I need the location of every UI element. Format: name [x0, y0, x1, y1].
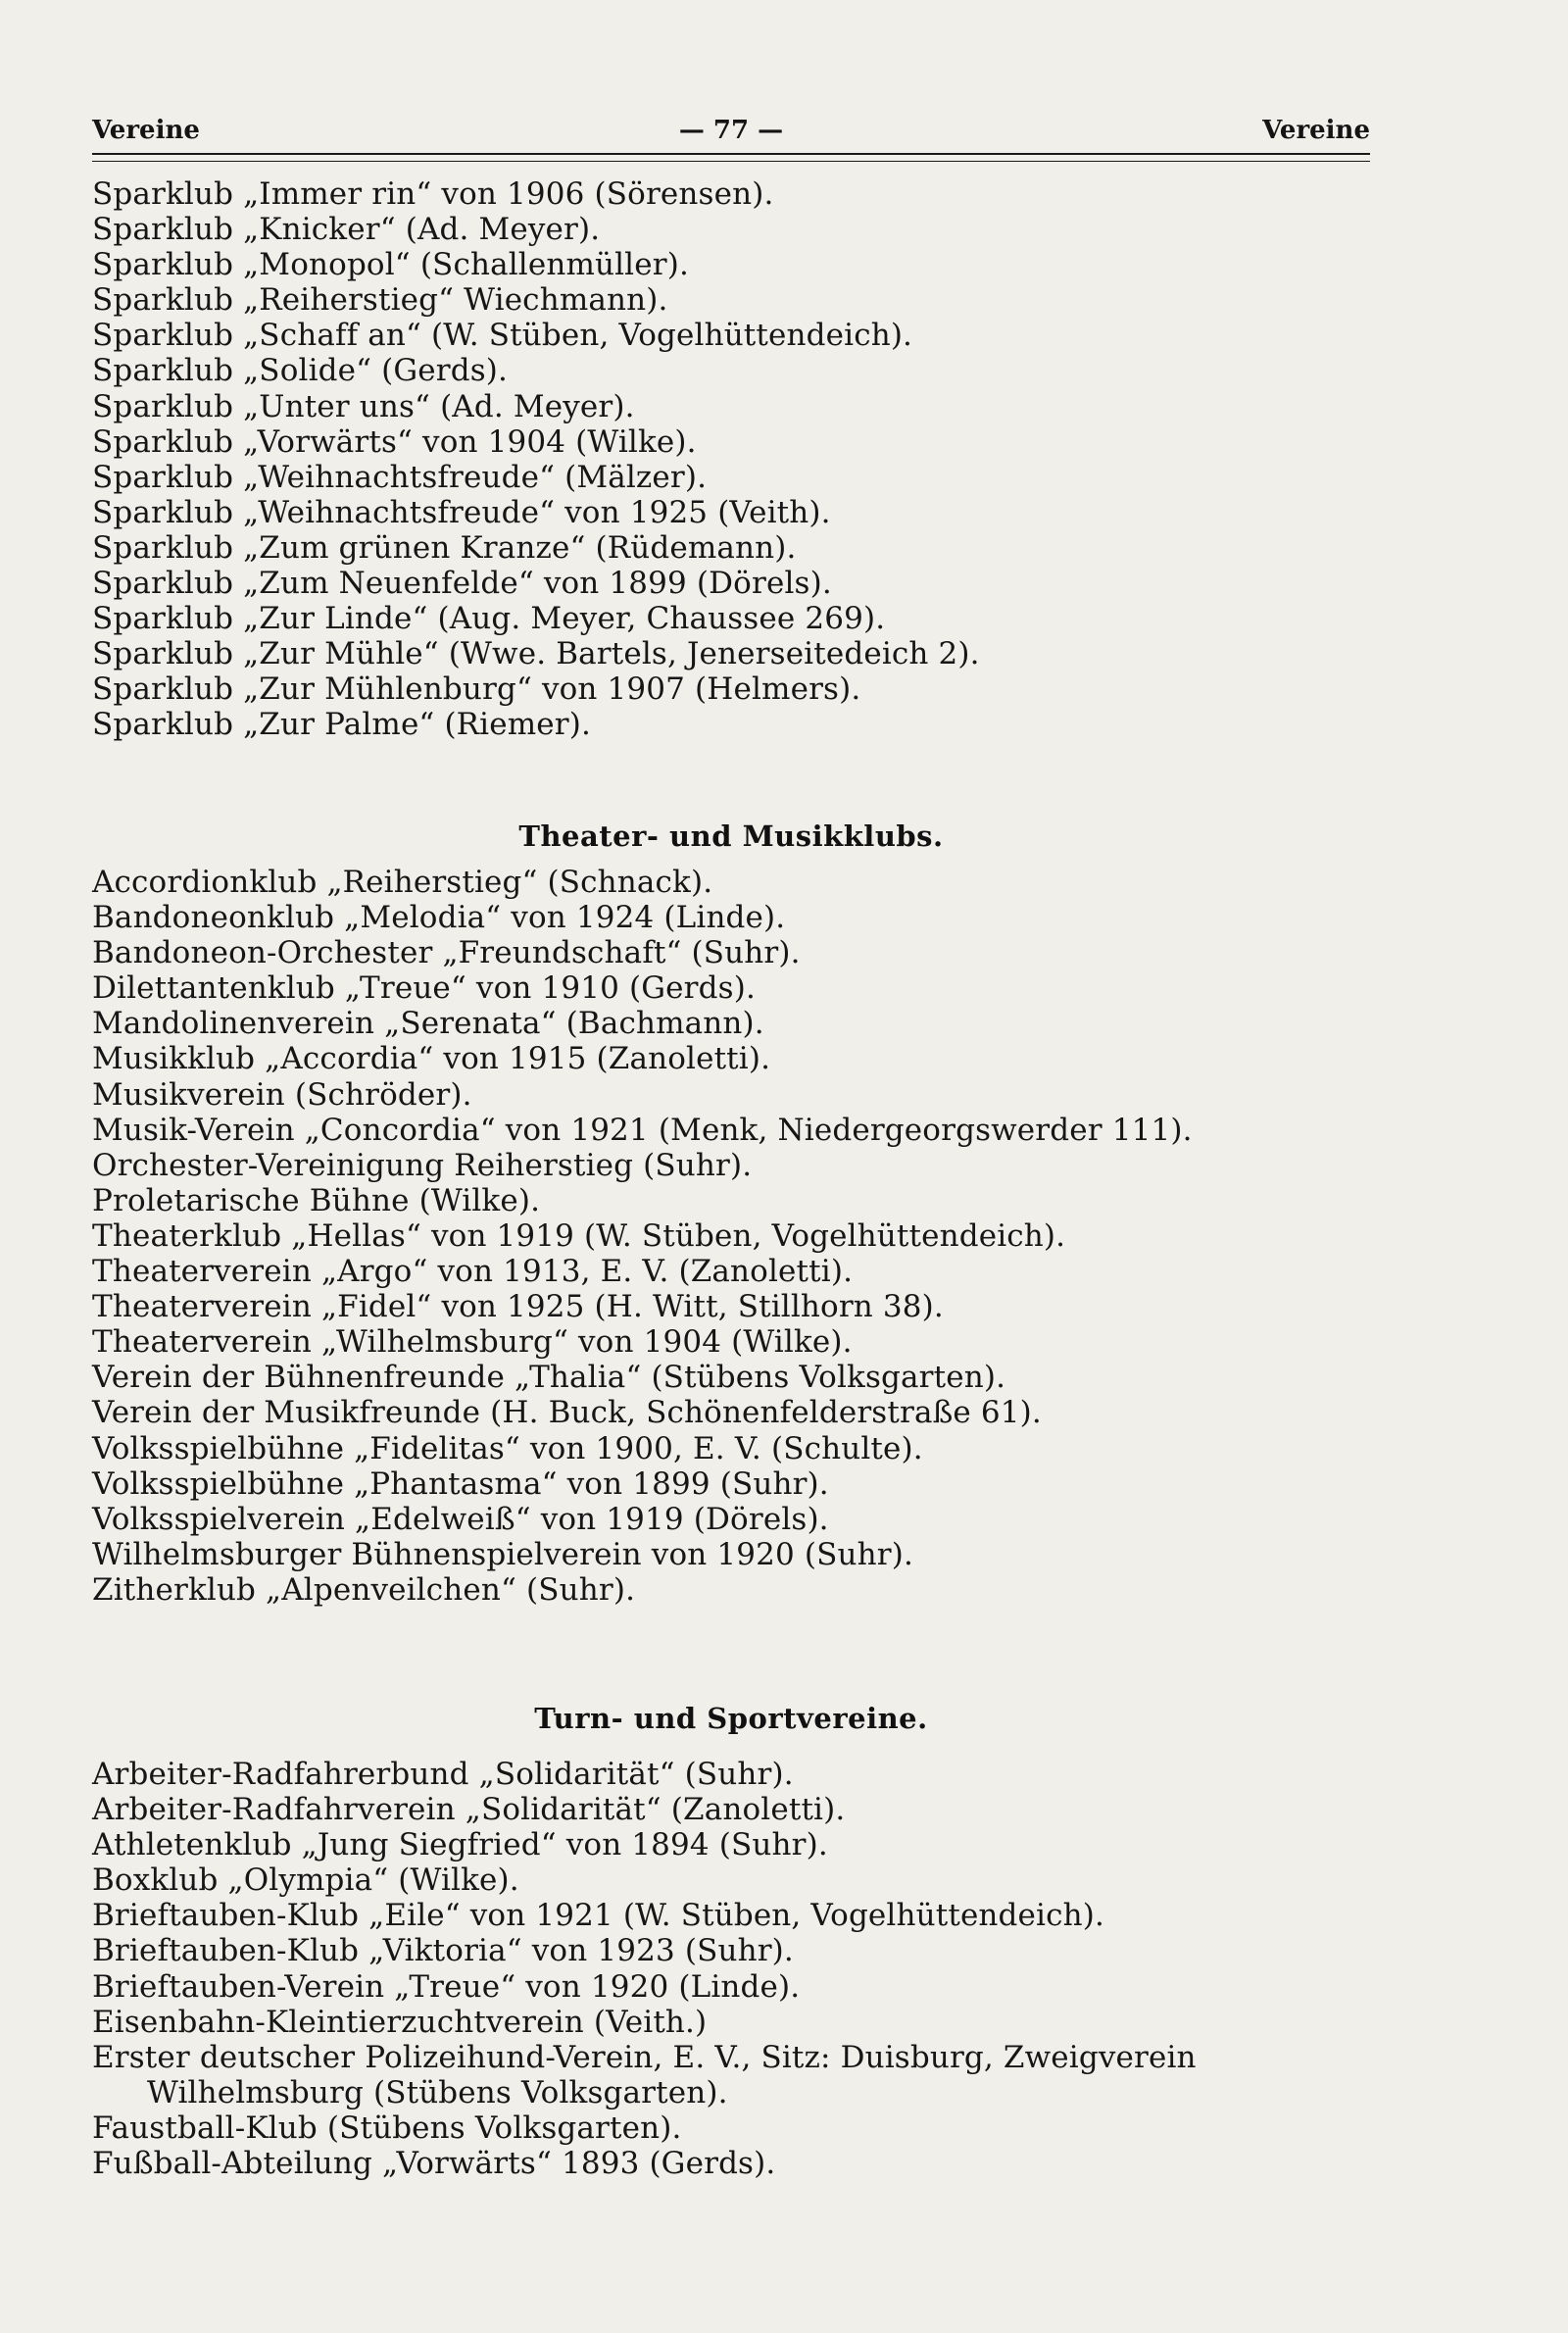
list-item: Sparklub „Unter uns“ (Ad. Meyer).	[92, 388, 635, 424]
list-item: Proletarische Bühne (Wilke).	[92, 1182, 541, 1218]
list-item: Brieftauben-Verein „Treue“ von 1920 (Linde).	[92, 1968, 801, 2005]
list-item: Fußball-Abteilung „Vorwärts“ 1893 (Gerds).	[92, 2146, 776, 2182]
list-item: Verein der Musikfreunde (H. Buck, Schönenfelderstraße 61).	[92, 1395, 1042, 1431]
list-item: Musikverein (Schröder).	[92, 1076, 472, 1113]
list-item: Sparklub „Weihnachtsfreude“ (Mälzer).	[92, 459, 708, 495]
section-theater-musikklubs	[92, 865, 1376, 1608]
list-item: Wilhelmsburger Bühnenspielverein von 1920 (Suhr).	[92, 1536, 913, 1572]
list-item: Sparklub „Zur Mühlenburg“ von 1907 (Helmers).	[92, 671, 861, 708]
list-item: Mandolinenverein „Serenata“ (Bachmann).	[92, 1006, 764, 1042]
list-item: Theaterverein „Wilhelmsburg“ von 1904 (Wilke).	[92, 1324, 853, 1361]
list-item: Theaterklub „Hellas“ von 1919 (W. Stüben, Vogelhüttendeich).	[92, 1217, 1066, 1254]
running-head-right: Vereine	[1262, 116, 1370, 145]
list-item: Volksspielverein „Edelweiß“ von 1919 (Dörels).	[92, 1501, 829, 1537]
list-item: Volksspielbühne „Phantasma“ von 1899 (Suhr).	[92, 1465, 829, 1502]
list-item: Bandoneonklub „Melodia“ von 1924 (Linde).	[92, 900, 786, 936]
list-item: Sparklub „Zur Palme“ (Riemer).	[92, 707, 591, 743]
list-item: Boxklub „Olympia“ (Wilke).	[92, 1862, 519, 1899]
list-item: Sparklub „Zur Mühle“ (Wwe. Bartels, Jenerseitedeich 2).	[92, 636, 980, 672]
list-item: Eisenbahn-Kleintierzuchtverein (Veith.)	[92, 2004, 708, 2040]
list-item: Brieftauben-Klub „Eile“ von 1921 (W. Stüben, Vogelhüttendeich).	[92, 1898, 1104, 1934]
section-sparklubs	[92, 176, 1376, 743]
list-item: Musik-Verein „Concordia“ von 1921 (Menk, Niedergeorgswerder 111).	[92, 1112, 1193, 1148]
list-item: Orchester-Vereinigung Reiherstieg (Suhr).	[92, 1147, 753, 1183]
list-item: Arbeiter-Radfahrverein „Solidarität“ (Zanoletti).	[92, 1792, 846, 1828]
list-item: Zitherklub „Alpenveilchen“ (Suhr).	[92, 1571, 636, 1608]
list-item: Volksspielbühne „Fidelitas“ von 1900, E. V. (Schulte).	[92, 1430, 923, 1466]
section-heading-sport: Turn- und Sportvereine.	[534, 1702, 928, 1735]
running-head-left: Vereine	[92, 116, 200, 145]
list-item: Sparklub „Monopol“ (Schallenmüller).	[92, 247, 689, 283]
list-item: Faustball-Klub (Stübens Volksgarten).	[92, 2110, 682, 2146]
list-item: Sparklub „Vorwärts“ von 1904 (Wilke).	[92, 423, 697, 460]
list-item: Dilettantenklub „Treue“ von 1910 (Gerds).	[92, 970, 756, 1007]
list-item: Accordionklub „Reiherstieg“ (Schnack).	[92, 865, 713, 900]
list-item: Sparklub „Weihnachtsfreude“ von 1925 (Veith).	[92, 494, 831, 530]
list-item: Sparklub „Zum grünen Kranze“ (Rüdemann).	[92, 529, 797, 566]
list-item: Athletenklub „Jung Siegfried“ von 1894 (Suhr).	[92, 1827, 828, 1863]
list-item: Sparklub „Knicker“ (Ad. Meyer).	[92, 212, 601, 248]
list-item: Verein der Bühnenfreunde „Thalia“ (Stübens Volksgarten).	[92, 1360, 1006, 1396]
list-item: Brieftauben-Klub „Viktoria“ von 1923 (Suhr).	[92, 1933, 794, 1969]
list-item: Sparklub „Zum Neuenfelde“ von 1899 (Dörels).	[92, 566, 832, 602]
section-heading-theater: Theater- und Musikklubs.	[518, 819, 944, 853]
list-item: Sparklub „Immer rin“ von 1906 (Sörensen).	[92, 176, 774, 212]
list-item: Bandoneon-Orchester „Freundschaft“ (Suhr).	[92, 935, 801, 971]
header-rule	[92, 153, 1370, 162]
page-header	[92, 116, 1370, 155]
list-item: Sparklub „Schaff an“ (W. Stüben, Vogelhüttendeich).	[92, 318, 913, 354]
list-item: Erster deutscher Polizeihund-Verein, E. V., Sitz: Duisburg, Zweigverein Wilhelmsburg (Stübens Volksgarten).	[92, 2039, 1197, 2110]
list-item: Arbeiter-Radfahrerbund „Solidarität“ (Suhr).	[92, 1757, 794, 1792]
list-item: Sparklub „Solide“ (Gerds).	[92, 353, 509, 389]
section-turn-sportvereine	[92, 1757, 1376, 2181]
list-item: Sparklub „Zur Linde“ (Aug. Meyer, Chaussee 269).	[92, 601, 886, 637]
page-number: — 77 —	[678, 116, 784, 145]
list-item: Musikklub „Accordia“ von 1915 (Zanoletti).	[92, 1041, 771, 1077]
list-item: Theaterverein „Argo“ von 1913, E. V. (Zanoletti).	[92, 1254, 854, 1290]
list-item: Theaterverein „Fidel“ von 1925 (H. Witt, Stillhorn 38).	[92, 1289, 944, 1325]
list-item: Sparklub „Reiherstieg“ Wiechmann).	[92, 282, 668, 319]
